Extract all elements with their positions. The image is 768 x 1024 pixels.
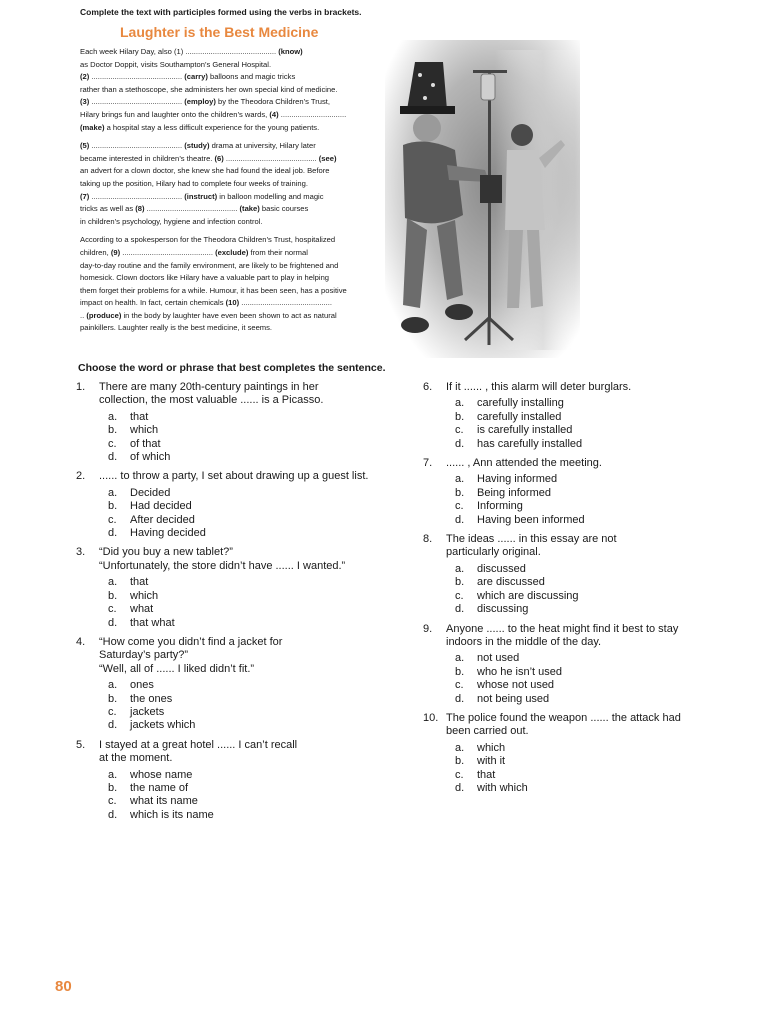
option-letter: c.: [455, 679, 464, 692]
option-text: Having decided: [130, 527, 206, 540]
question-text: I stayed at a great hotel ...... I can’t recall at the moment.: [99, 738, 298, 765]
question-text: ...... to throw a party, I set about drawing up a guest list.: [99, 470, 369, 483]
option-letter: c.: [108, 437, 117, 450]
option-letter: a.: [455, 562, 465, 575]
answer-option[interactable]: [108, 679, 406, 692]
passage-title: Laughter is the Best Medicine: [120, 24, 319, 40]
gap-cue: (6): [214, 153, 224, 163]
option-text: After decided: [130, 513, 195, 526]
passage-paragraph: [80, 140, 385, 228]
option-letter: a.: [455, 397, 465, 410]
question-item: [76, 739, 406, 822]
gap-cue: (5): [80, 141, 90, 151]
answer-option[interactable]: [455, 424, 723, 437]
passage-text-run: day-to-day routine and the family environment, are likely to be frightened and: [80, 260, 339, 270]
answer-option[interactable]: [455, 514, 723, 527]
answer-option[interactable]: [108, 719, 406, 732]
answer-option[interactable]: [108, 424, 406, 437]
option-letter: a.: [455, 473, 465, 486]
option-text: which is its name: [130, 808, 214, 821]
question-number: 4.: [76, 635, 86, 648]
option-text: of which: [130, 451, 171, 464]
option-text: Having been informed: [477, 513, 585, 526]
option-text: which are discussing: [477, 589, 579, 602]
gap-cue: (make): [80, 122, 105, 132]
gap-cue: (instruct): [184, 191, 218, 201]
answer-option[interactable]: [108, 603, 406, 616]
option-letter: d.: [108, 719, 118, 732]
option-text: Having informed: [477, 473, 558, 486]
gap-cue: (produce): [86, 310, 122, 320]
passage-text-run: impact on health. In fact, certain chemicals: [80, 298, 226, 308]
option-text: Decided: [130, 486, 171, 499]
passage-text-run: as Doctor Doppit, visits Southampton’s General Hospital.: [80, 59, 272, 69]
gap-cue: (2): [80, 72, 90, 82]
option-text: are discussed: [477, 576, 545, 589]
passage-text-run: children,: [80, 247, 111, 257]
passage-text-run: ...........................................: [89, 97, 185, 107]
question-text: There are many 20th-century paintings in her collection, the most valuable ...... is a Picasso.: [99, 381, 324, 407]
section-heading: Choose the word or phrase that best completes the sentence.: [78, 362, 386, 374]
answer-option[interactable]: [455, 576, 723, 589]
question-number: 6.: [423, 381, 433, 393]
passage-text-run: basic courses: [259, 204, 309, 214]
option-text: carefully installing: [477, 397, 564, 410]
option-text: not used: [477, 652, 520, 665]
questions-left-column: [76, 381, 406, 828]
passage-text-run: from their normal: [248, 247, 308, 257]
question-text: Anyone ...... to the heat might find it best to stay indoors in the middle of the day.: [446, 622, 679, 648]
option-letter: b.: [108, 589, 118, 602]
answer-option[interactable]: [455, 603, 723, 616]
answer-option[interactable]: [108, 617, 406, 630]
question-text: “Did you buy a new tablet?” “Unfortunately, the store didn’t have ...... I wanted.”: [99, 546, 346, 572]
option-text: what: [130, 603, 154, 616]
question-item: [76, 381, 406, 464]
option-letter: a.: [108, 410, 118, 423]
option-text: discussing: [477, 603, 529, 616]
question-text: The ideas ...... in this essay are not particularly original.: [446, 533, 617, 559]
answer-option[interactable]: [455, 438, 723, 451]
option-letter: c.: [455, 768, 464, 781]
passage-text-run: Each week Hilary Day, also (1) ...........................................: [80, 47, 279, 56]
gap-cue: (know): [278, 47, 303, 56]
option-text: Informing: [477, 500, 523, 513]
answer-option[interactable]: [455, 563, 723, 576]
option-letter: c.: [455, 589, 464, 602]
passage-paragraph: [80, 46, 385, 134]
clown-doctor-photo: [385, 40, 580, 358]
option-letter: b.: [455, 576, 465, 589]
gap-cue: (take): [239, 204, 260, 214]
option-text: ones: [130, 679, 154, 692]
option-text: which: [130, 424, 159, 437]
answer-option[interactable]: [108, 500, 406, 513]
option-letter: c.: [455, 424, 464, 437]
answer-option[interactable]: [455, 652, 723, 665]
passage-text-run: tricks as well as: [80, 204, 136, 214]
answer-option[interactable]: [455, 666, 723, 679]
gap-cue: (9): [110, 247, 121, 257]
question-number: 5.: [76, 738, 86, 751]
option-letter: a.: [455, 741, 465, 754]
passage-text-run: According to a spokesperson for the Theodora Children’s Trust, hospitalized: [80, 235, 336, 245]
option-text: with which: [477, 781, 528, 794]
question-number: 8.: [423, 533, 433, 546]
option-text: discussed: [477, 562, 526, 575]
question-item: [423, 457, 723, 527]
question-text: If it ...... , this alarm will deter burglars.: [446, 381, 632, 393]
answer-option[interactable]: [108, 590, 406, 603]
answer-option[interactable]: [455, 411, 723, 424]
option-letter: b.: [108, 692, 118, 705]
gap-cue: (10): [225, 298, 240, 308]
passage-text-run: in the body by laughter have even been shown to act as natural: [121, 310, 337, 320]
option-text: jackets which: [130, 719, 196, 732]
passage-text-run: ...........................................: [89, 141, 185, 151]
passage-text-run: drama at university, Hilary later: [209, 141, 316, 151]
question-item: [423, 712, 723, 795]
option-text: jackets: [130, 705, 165, 718]
option-text: carefully installed: [477, 410, 562, 423]
answer-option[interactable]: [455, 769, 723, 782]
page-number: 80: [55, 978, 72, 995]
question-text: The police found the weapon ...... the attack had been carried out.: [446, 711, 681, 738]
passage-text-run: homesick. Clown doctors like Hilary have a valuable part to play in helping: [80, 273, 330, 283]
option-letter: d.: [108, 527, 118, 540]
answer-option[interactable]: [108, 769, 406, 782]
option-text: which: [477, 741, 506, 754]
answer-option[interactable]: [108, 706, 406, 719]
passage-text-run: became interested in children’s theatre.: [80, 153, 215, 163]
option-letter: d.: [455, 437, 465, 450]
passage-text-run: taking up the position, Hilary had to complete four weeks of training.: [80, 178, 308, 188]
passage-text-run: ...........................................: [239, 298, 332, 308]
answer-option[interactable]: [455, 782, 723, 795]
answer-option[interactable]: [455, 500, 723, 513]
passage-text-run: ...........................................: [89, 72, 185, 82]
passage-text-run: ...........................................: [89, 191, 185, 201]
question-text: “How come you didn’t find a jacket for Saturday’s party?” “Well, all of ...... I liked didn’t fit.”: [99, 635, 283, 675]
option-text: what its name: [130, 795, 198, 808]
option-text: which: [130, 589, 159, 602]
gap-cue: (7): [80, 191, 90, 201]
gap-cue: (study): [184, 141, 210, 151]
answer-option[interactable]: [108, 782, 406, 795]
question-number: 1.: [76, 381, 86, 393]
question-number: 9.: [423, 622, 433, 635]
option-text: that: [130, 576, 149, 589]
answer-option[interactable]: [455, 473, 723, 486]
passage-text-run: ...........................................: [120, 247, 216, 257]
option-letter: b.: [455, 665, 465, 678]
answer-option[interactable]: [108, 809, 406, 822]
option-letter: b.: [108, 424, 118, 437]
answer-option[interactable]: [455, 693, 723, 706]
passage-paragraph: [80, 234, 385, 335]
question-text: ...... , Ann attended the meeting.: [446, 457, 602, 470]
exercise-instruction: Complete the text with participles formed using the verbs in brackets.: [80, 7, 362, 17]
answer-option[interactable]: [455, 487, 723, 500]
option-letter: d.: [108, 808, 118, 821]
passage-text-run: an advert for a clown doctor, she knew she had found the ideal job. Before: [80, 166, 330, 176]
passage-text-run: ...........................................: [144, 204, 240, 214]
question-item: [423, 381, 723, 451]
answer-option[interactable]: [108, 451, 406, 464]
option-letter: a.: [455, 652, 465, 665]
answer-option[interactable]: [108, 527, 406, 540]
option-text: who he isn’t used: [477, 665, 562, 678]
option-text: is carefully installed: [477, 424, 573, 437]
option-text: that: [130, 410, 149, 423]
question-item: [76, 546, 406, 629]
option-text: the ones: [130, 692, 173, 705]
gap-cue: (carry): [184, 72, 208, 82]
question-item: [76, 636, 406, 733]
passage-text-run: in balloon modelling and magic: [217, 191, 324, 201]
gap-cue: (exclude): [215, 247, 249, 257]
passage-text-run: by the Theodora Children’s Trust,: [215, 97, 331, 107]
answer-option[interactable]: [455, 397, 723, 410]
option-letter: c.: [108, 705, 117, 718]
passage-text-run: in children’s psychology, hygiene and infection control.: [80, 216, 263, 226]
passage-text-run: Hilary brings fun and laughter onto the children’s wards,: [80, 109, 270, 119]
answer-option[interactable]: [108, 795, 406, 808]
option-letter: d.: [455, 513, 465, 526]
option-text: with it: [477, 755, 506, 768]
option-letter: d.: [455, 692, 465, 705]
option-letter: c.: [455, 500, 464, 513]
gap-cue: (see): [318, 153, 337, 163]
option-text: whose name: [130, 768, 193, 781]
passage-text-run: balloons and magic tricks: [207, 72, 296, 82]
question-item: [423, 533, 723, 616]
passage-text-run: a hospital stay a less difficult experience for the young patients.: [104, 122, 320, 132]
question-number: 10.: [423, 711, 439, 724]
passage-text-run: painkillers. Laughter really is the best medicine, it seems.: [80, 323, 273, 333]
passage-text-run: them forget their problems for a while. Humour, it has been seen, has a positive: [80, 285, 347, 295]
option-letter: b.: [455, 486, 465, 499]
option-letter: a.: [108, 486, 118, 499]
questions-right-column: [423, 381, 723, 801]
option-letter: b.: [455, 410, 465, 423]
option-letter: b.: [108, 781, 118, 794]
option-letter: d.: [455, 603, 465, 616]
gap-cue: (4): [269, 109, 279, 119]
option-letter: c.: [108, 795, 117, 808]
option-text: that: [477, 768, 496, 781]
passage-text-run: ..: [80, 310, 87, 320]
gap-cue: (8): [135, 204, 145, 214]
option-letter: a.: [108, 576, 118, 589]
answer-option[interactable]: [108, 487, 406, 500]
answer-option[interactable]: [108, 411, 406, 424]
option-letter: b.: [108, 500, 118, 513]
option-text: Had decided: [130, 500, 192, 513]
answer-option[interactable]: [455, 742, 723, 755]
answer-option[interactable]: [455, 679, 723, 692]
question-number: 3.: [76, 546, 86, 559]
option-letter: d.: [108, 616, 118, 629]
option-letter: b.: [455, 755, 465, 768]
answer-option[interactable]: [455, 590, 723, 603]
option-text: whose not used: [477, 679, 555, 692]
passage-text-run: ...............................: [278, 109, 347, 119]
gap-cue: (employ): [184, 97, 216, 107]
option-text: of that: [130, 437, 161, 450]
option-text: has carefully installed: [477, 437, 583, 450]
answer-option[interactable]: [108, 438, 406, 451]
passage-text-run: rather than a stethoscope, she administers her own special kind of medicine.: [80, 84, 338, 94]
answer-option[interactable]: [108, 514, 406, 527]
option-letter: a.: [108, 679, 118, 692]
question-number: 2.: [76, 470, 86, 483]
option-letter: c.: [108, 603, 117, 616]
option-text: Being informed: [477, 486, 551, 499]
passage-text-run: ...........................................: [223, 153, 319, 163]
answer-option[interactable]: [455, 755, 723, 768]
passage-text: [80, 46, 385, 341]
answer-option[interactable]: [108, 693, 406, 706]
option-letter: d.: [455, 781, 465, 794]
option-text: that what: [130, 616, 175, 629]
option-text: not being used: [477, 692, 550, 705]
option-letter: a.: [108, 768, 118, 781]
option-letter: d.: [108, 451, 118, 464]
answer-option[interactable]: [108, 576, 406, 589]
option-letter: c.: [108, 513, 117, 526]
question-number: 7.: [423, 457, 433, 470]
option-text: the name of: [130, 781, 189, 794]
question-item: [423, 623, 723, 706]
question-item: [76, 470, 406, 540]
gap-cue: (3): [80, 97, 90, 107]
